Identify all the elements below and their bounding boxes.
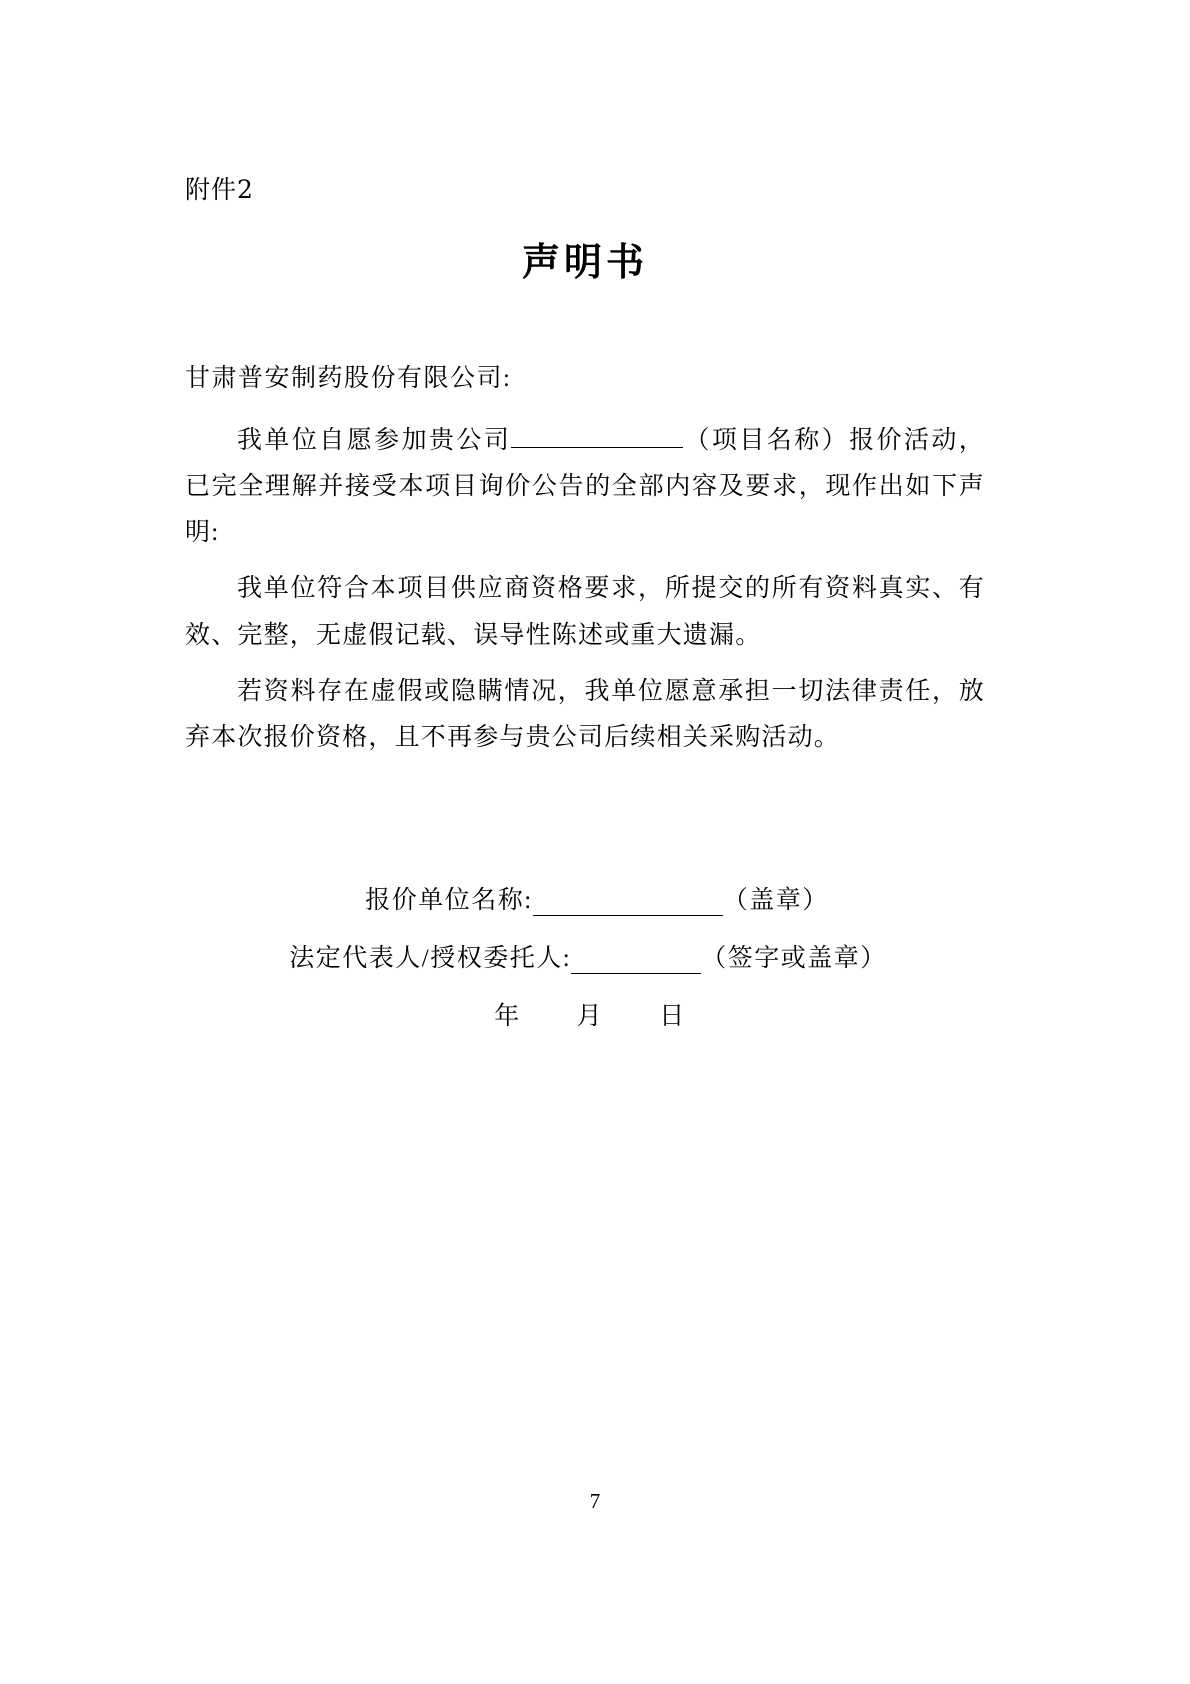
date-month-label: 月 <box>576 1003 604 1030</box>
page-title: 声明书 <box>521 239 648 284</box>
paragraph-intro-text-after: （项目名称）报价活动，已完全理解并接受本项目询价公告的全部内容及要求，现作出如下声明: <box>185 426 985 546</box>
signature-unit-suffix: （盖章） <box>722 887 829 914</box>
date-day-label: 日 <box>659 1003 686 1030</box>
signature-representative-suffix: （签字或盖章） <box>701 945 887 972</box>
document-body <box>185 175 985 761</box>
page-number: 7 <box>589 1489 601 1513</box>
date-year-label: 年 <box>494 1003 521 1030</box>
signature-block <box>185 880 985 1032</box>
date-gap-2 <box>603 996 659 1032</box>
paragraph-declaration-intro <box>185 418 985 557</box>
signature-representative-blank[interactable] <box>571 948 701 974</box>
project-name-blank[interactable] <box>511 422 683 448</box>
signature-representative-label: 法定代表人/授权委托人: <box>289 945 572 972</box>
attachment-label: 附件2 <box>185 175 254 204</box>
signature-date-row <box>185 996 985 1032</box>
signature-unit-blank[interactable] <box>533 890 723 916</box>
signature-unit-label: 报价单位名称: <box>365 887 533 914</box>
paragraph-intro-text-before: 我单位自愿参加贵公司 <box>237 426 512 454</box>
signature-representative-row <box>185 938 985 974</box>
date-gap-1 <box>521 996 577 1032</box>
paragraph-qualification: 我单位符合本项目供应商资格要求，所提交的所有资料真实、有效、完整，无虚假记载、误导性陈述或重大遗漏。 <box>185 575 985 649</box>
paragraph-liability: 若资料存在虚假或隐瞒情况，我单位愿意承担一切法律责任，放弃本次报价资格，且不再参与贵公司后续相关采购活动。 <box>185 677 985 751</box>
signature-unit-row <box>185 880 985 916</box>
addressee-line: 甘肃普安制药股份有限公司: <box>185 365 512 392</box>
